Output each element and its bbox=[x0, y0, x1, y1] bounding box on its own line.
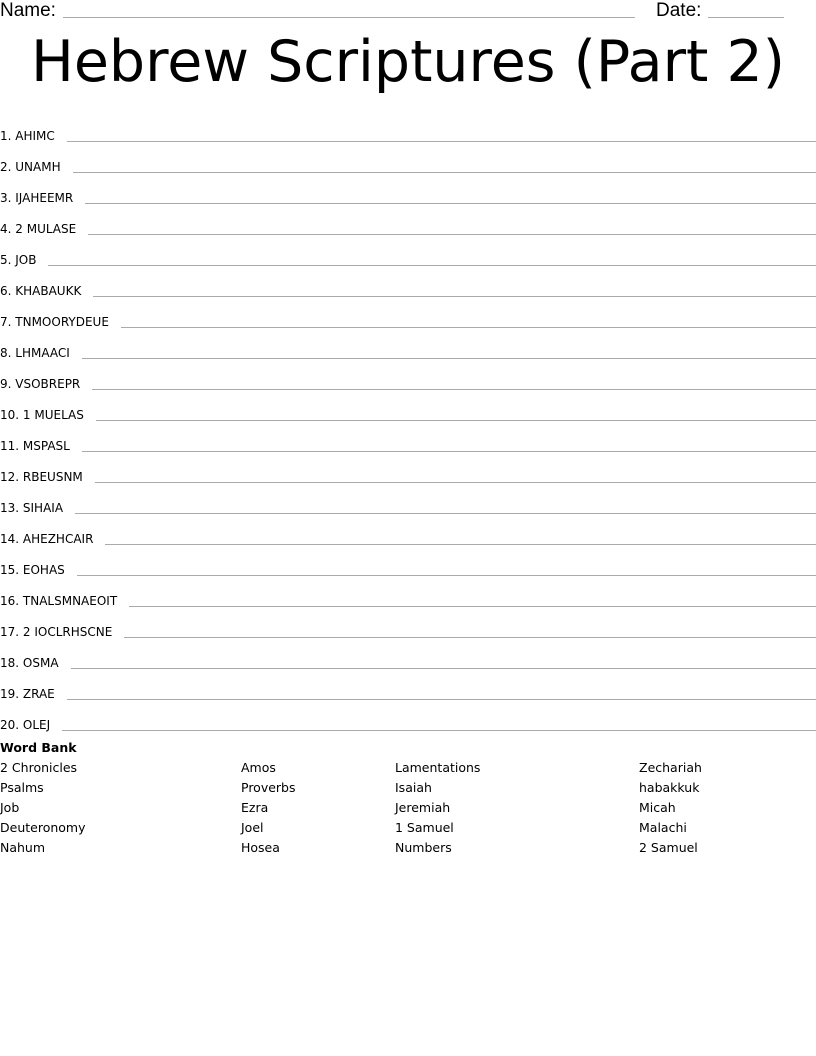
word-bank-word: Lamentations bbox=[395, 760, 481, 775]
question-text: 18. OSMA bbox=[0, 656, 59, 670]
question-row bbox=[0, 144, 816, 175]
word-bank-word: Nahum bbox=[0, 840, 46, 855]
answer-line bbox=[48, 265, 816, 266]
question-list bbox=[0, 113, 816, 733]
word-bank-row bbox=[0, 839, 816, 859]
answer-line bbox=[95, 482, 816, 483]
answer-line bbox=[96, 420, 816, 421]
answer-line bbox=[88, 234, 816, 235]
answer-line bbox=[92, 389, 816, 390]
word-bank-word: 2 Chronicles bbox=[0, 760, 78, 775]
question-row bbox=[0, 113, 816, 144]
answer-line bbox=[124, 637, 816, 638]
date-label: Date: bbox=[656, 0, 702, 21]
word-bank-word: Proverbs bbox=[241, 780, 296, 795]
answer-line bbox=[73, 172, 816, 173]
question-row bbox=[0, 330, 816, 361]
question-row bbox=[0, 578, 816, 609]
word-bank-word: Jeremiah bbox=[395, 800, 451, 815]
word-bank-title: Word Bank bbox=[0, 740, 77, 755]
answer-line bbox=[105, 544, 816, 545]
question-row bbox=[0, 237, 816, 268]
question-row bbox=[0, 206, 816, 237]
question-text: 12. RBEUSNM bbox=[0, 470, 83, 484]
word-bank-word: 2 Samuel bbox=[639, 840, 698, 855]
word-bank-word: 1 Samuel bbox=[395, 820, 454, 835]
word-bank-word: habakkuk bbox=[639, 780, 700, 795]
question-row bbox=[0, 361, 816, 392]
question-row bbox=[0, 454, 816, 485]
question-text: 13. SIHAIA bbox=[0, 501, 64, 515]
question-text: 11. MSPASL bbox=[0, 439, 70, 453]
question-row bbox=[0, 392, 816, 423]
word-bank-word: Hosea bbox=[241, 840, 280, 855]
word-bank-word: Zechariah bbox=[639, 760, 702, 775]
question-text: 1. AHIMC bbox=[0, 129, 55, 143]
question-text: 20. OLEJ bbox=[0, 718, 51, 732]
word-bank-word: Micah bbox=[639, 800, 676, 815]
word-bank-row bbox=[0, 759, 816, 779]
word-bank-row bbox=[0, 819, 816, 839]
question-text: 10. 1 MUELAS bbox=[0, 408, 84, 422]
word-bank-word: Ezra bbox=[241, 800, 269, 815]
question-text: 5. JOB bbox=[0, 253, 37, 267]
answer-line bbox=[75, 513, 816, 514]
word-bank-row bbox=[0, 799, 816, 819]
answer-line bbox=[82, 451, 816, 452]
question-row bbox=[0, 640, 816, 671]
question-text: 3. IJAHEEMR bbox=[0, 191, 74, 205]
word-bank-word: Joel bbox=[241, 820, 264, 835]
question-text: 16. TNALSMNAEOIT bbox=[0, 594, 118, 608]
word-bank-word: Amos bbox=[241, 760, 276, 775]
question-text: 15. EOHAS bbox=[0, 563, 65, 577]
question-row bbox=[0, 609, 816, 640]
question-text: 8. LHMAACI bbox=[0, 346, 70, 360]
date-blank-line bbox=[708, 17, 784, 18]
word-bank-word: Job bbox=[0, 800, 20, 815]
question-text: 14. AHEZHCAIR bbox=[0, 532, 94, 546]
page-title: Hebrew Scriptures (Part 2) bbox=[31, 29, 785, 95]
word-bank-row bbox=[0, 779, 816, 799]
word-bank-word: Psalms bbox=[0, 780, 44, 795]
answer-line bbox=[62, 730, 816, 731]
answer-line bbox=[85, 203, 816, 204]
question-text: 6. KHABAUKK bbox=[0, 284, 82, 298]
answer-line bbox=[129, 606, 816, 607]
question-row bbox=[0, 423, 816, 454]
word-bank-word: Deuteronomy bbox=[0, 820, 86, 835]
name-label: Name: bbox=[0, 0, 56, 21]
word-bank-word: Numbers bbox=[395, 840, 452, 855]
question-row bbox=[0, 516, 816, 547]
question-row bbox=[0, 547, 816, 578]
question-text: 7. TNMOORYDEUE bbox=[0, 315, 109, 329]
name-blank-line bbox=[63, 17, 635, 18]
question-row bbox=[0, 702, 816, 733]
answer-line bbox=[121, 327, 816, 328]
word-bank-word: Isaiah bbox=[395, 780, 432, 795]
question-text: 9. VSOBREPR bbox=[0, 377, 81, 391]
answer-line bbox=[77, 575, 816, 576]
header-row bbox=[0, 0, 816, 22]
question-text: 17. 2 IOCLRHSCNE bbox=[0, 625, 113, 639]
question-text: 4. 2 MULASE bbox=[0, 222, 77, 236]
question-text: 2. UNAMH bbox=[0, 160, 61, 174]
question-row bbox=[0, 485, 816, 516]
answer-line bbox=[93, 296, 816, 297]
word-bank-word: Malachi bbox=[639, 820, 687, 835]
answer-line bbox=[67, 141, 816, 142]
answer-line bbox=[71, 668, 816, 669]
question-row bbox=[0, 671, 816, 702]
question-row bbox=[0, 268, 816, 299]
question-row bbox=[0, 299, 816, 330]
answer-line bbox=[82, 358, 816, 359]
word-bank bbox=[0, 739, 816, 859]
question-row bbox=[0, 175, 816, 206]
question-text: 19. ZRAE bbox=[0, 687, 55, 701]
answer-line bbox=[67, 699, 816, 700]
